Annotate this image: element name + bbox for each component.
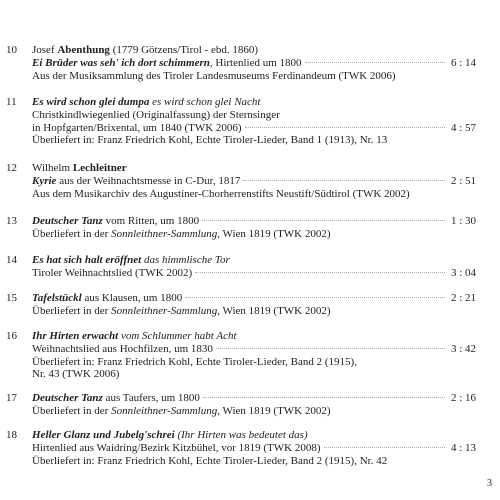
source-line: Nr. 43 (TWK 2006)	[32, 368, 120, 381]
track-title-rest: aus Klausen, um 1800	[81, 292, 183, 304]
track-duration: 1 : 30	[450, 215, 476, 227]
track-number: 17	[6, 392, 17, 404]
track-duration: 3 : 04	[450, 266, 476, 279]
track-duration: 6 : 14	[450, 56, 476, 69]
source-line: Überliefert in der Sonnleithner-Sammlung, Wien 1819 (TWK 2002)	[32, 227, 331, 240]
composer-last-name: Lechleitner	[72, 162, 127, 174]
description-line: Hirtenlied aus Waidring/Bezirk Kitzbühel, vor 1819 (TWK 2008) 4 : 13	[32, 441, 476, 454]
track-number: 11	[6, 96, 17, 108]
description-line: Tiroler Weihnachtslied (TWK 2002) 3 : 04	[32, 266, 476, 279]
track-number: 10	[6, 44, 17, 56]
composer-last-name: Abenthung	[57, 44, 110, 56]
track-title: Es wird schon glei dumpa	[32, 96, 150, 108]
title-line	[32, 57, 476, 70]
track-duration: 4 : 57	[450, 121, 476, 134]
source-line: Überliefert in der Sonnleithner-Sammlung, Wien 1819 (TWK 2002)	[32, 404, 331, 417]
track-title: Tafelstückl	[32, 292, 82, 304]
track-title-rest: aus der Weihnachtsmesse in C-Dur, 1817	[56, 174, 241, 187]
track-duration: 2 : 21	[450, 292, 476, 304]
track-title: Ihr Hirten erwacht	[32, 330, 119, 342]
composer-line	[32, 44, 476, 57]
track-title: Kyrie	[32, 174, 57, 187]
track-duration: 3 : 42	[450, 342, 476, 355]
source-line: Überliefert in: Franz Friedrich Kohl, Echte Tiroler-Lieder, Band 2 (1915),	[32, 355, 357, 368]
track-subtitle: vom Schlummer habt Acht	[120, 330, 237, 342]
description-line: Weihnachtslied aus Hochfilzen, um 1830 3 : 42	[32, 342, 476, 355]
title-line	[32, 175, 476, 188]
composer-dates: (1779 Götzens/Tirol - ebd. 1860)	[112, 44, 259, 56]
title-line	[32, 392, 476, 405]
track-duration: 4 : 13	[450, 441, 476, 454]
composer-first-name: Wilhelm	[32, 162, 71, 174]
title-line	[32, 429, 476, 442]
track-subtitle: das himmlische Tor	[143, 254, 230, 266]
title-line	[32, 96, 476, 109]
title-line	[32, 292, 476, 305]
track-title: Es hat sich halt eröffnet	[32, 254, 142, 266]
track-title-rest: aus Taufers, um 1800	[102, 392, 200, 404]
description-line: Christkindlwiegenlied (Originalfassung) der Sternsinger	[32, 108, 280, 121]
track-subtitle: (Ihr Hirten was bedeutet das)	[177, 429, 308, 441]
source-line: Aus dem Musikarchiv des Augustiner-Chorherrenstifts Neustift/Südtirol (TWK 2002)	[32, 187, 410, 200]
track-title: Ei Brüder was seh' ich dort schimmern	[32, 56, 210, 69]
track-number: 16	[6, 330, 17, 342]
description-line: in Hopfgarten/Brixental, um 1840 (TWK 2006) 4 : 57	[32, 121, 476, 134]
title-line	[32, 215, 476, 228]
source-line: Überliefert in: Franz Friedrich Kohl, Echte Tiroler-Lieder, Band 1 (1913), Nr. 13	[32, 134, 388, 147]
track-title: Deutscher Tanz	[32, 215, 103, 227]
source-line: Überliefert in: Franz Friedrich Kohl, Echte Tiroler-Lieder, Band 2 (1915), Nr. 42	[32, 454, 388, 467]
composer-first-name: Josef	[32, 44, 55, 56]
title-line	[32, 254, 476, 267]
track-title: Heller Glanz und Jubelg'schrei	[32, 429, 175, 441]
page-number: 3	[487, 478, 492, 489]
track-number: 15	[6, 292, 17, 304]
track-number: 14	[6, 254, 17, 266]
source-line: Aus der Musiksammlung des Tiroler Landesmuseums Ferdinandeum (TWK 2006)	[32, 69, 396, 82]
track-subtitle: es wird schon glei Nacht	[152, 96, 261, 108]
track-title: Deutscher Tanz	[32, 392, 103, 404]
track-duration: 2 : 16	[450, 392, 476, 404]
track-number: 18	[6, 429, 17, 441]
track-title-rest: vom Ritten, um 1800	[102, 215, 200, 227]
track-title-rest: , Hirtenlied um 1800	[209, 56, 302, 69]
source-line: Überliefert in der Sonnleithner-Sammlung, Wien 1819 (TWK 2002)	[32, 304, 331, 317]
track-number: 13	[6, 215, 17, 227]
composer-line	[32, 162, 476, 175]
title-line	[32, 330, 476, 343]
track-number: 12	[6, 162, 17, 174]
track-duration: 2 : 51	[450, 174, 476, 187]
